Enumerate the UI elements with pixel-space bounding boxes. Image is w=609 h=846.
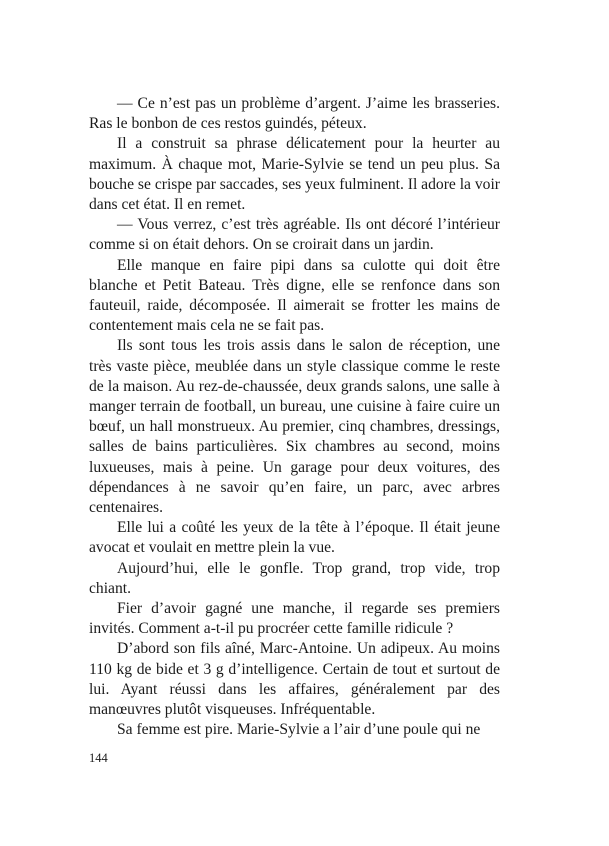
paragraph: Sa femme est pire. Marie-Sylvie a l’air d’une poule qui ne [117, 721, 481, 739]
body-text [89, 94, 500, 741]
paragraph: — Ce n’est pas un problème d’argent. J’aime les brasseries. Ras le bonbon de ces restos guindés, péteux. [89, 95, 500, 133]
paragraph: Il a construit sa phrase délicatement pour la heurter au maximum. À chaque mot, Marie-Sylvie se tend un peu plus. Sa bouche se crispe par saccades, ses yeux fulminent. Il adore la voir dans cet état. Il en remet. [89, 135, 500, 214]
paragraph: Ils sont tous les trois assis dans le salon de réception, une très vaste pièce, meublée dans un style classique comme le reste de la maison. Au rez-de-chaussée, deux grands salons, une salle à manger terrain de football, un bureau, une cuisine à faire cuire un bœuf, un hall monstrueux. Au premier, cinq chambres, dressings, salles de bains particulières. Six chambres au second, moins luxueuses, mais à peine. Un garage pour deux voitures, des dépendances à ne savoir qu’en faire, un parc, avec arbres centenaires. [89, 337, 500, 517]
paragraph: Elle manque en faire pipi dans sa culotte qui doit être blanche et Petit Bateau. Très digne, elle se renfonce dans son fauteuil, raide, décomposée. Il aimerait se frotter les mains de contentement mais cela ne se fait pas. [89, 256, 500, 335]
paragraph: D’abord son fils aîné, Marc-Antoine. Un adipeux. Au moins 110 kg de bide et 3 g d’intelligence. Certain de tout et surtout de lui. Ayant réussi dans les affaires, généralement par des manœuvres plutôt visqueuses. Infréquentable. [89, 640, 500, 719]
paragraph: Fier d’avoir gagné une manche, il regarde ses premiers invités. Comment a-t-il pu procréer cette famille ridicule ? [89, 600, 500, 638]
paragraph: Elle lui a coûté les yeux de la tête à l’époque. Il était jeune avocat et voulait en mettre plein la vue. [89, 519, 500, 557]
paragraph: — Vous verrez, c’est très agréable. Ils ont décoré l’intérieur comme si on était dehors. On se croirait dans un jardin. [89, 216, 500, 254]
paragraph: Aujourd’hui, elle le gonfle. Trop grand, trop vide, trop chiant. [89, 559, 500, 597]
page-number: 144 [89, 751, 108, 765]
